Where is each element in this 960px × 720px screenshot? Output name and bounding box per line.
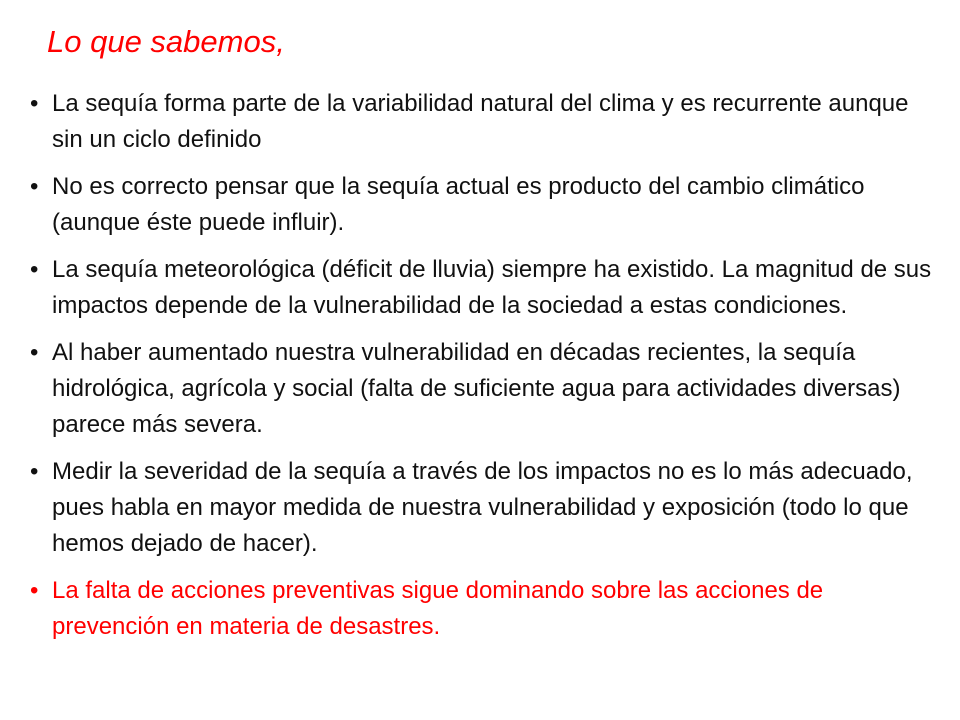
bullet-item [30,335,942,443]
bullet-marker: • [30,577,39,604]
bullet-item [30,169,942,241]
bullet-item [30,454,942,562]
slide-title: Lo que sabemos, [47,24,285,59]
bullet-text: La sequía meteorológica (déficit de lluvia) siempre ha existido. La magnitud de sus impactos depende de la vulnerabilidad de la sociedad a estas condiciones. [52,256,932,319]
bullet-marker: • [30,256,39,283]
bullet-text: La sequía forma parte de la variabilidad natural del clima y es recurrente aunque sin un ciclo definido [52,90,909,153]
bullet-marker: • [30,458,39,485]
bullet-item-emphasis [30,573,942,645]
bullet-item [30,86,942,158]
bullet-text: La falta de acciones preventivas sigue dominando sobre las acciones de prevención en materia de desastres. [52,577,824,640]
bullet-list [30,86,942,656]
bullet-text: Medir la severidad de la sequía a través de los impactos no es lo más adecuado, pues habla en mayor medida de nuestra vulnerabilidad y exposición (todo lo que hemos dejado de hacer). [52,458,913,557]
bullet-marker: • [30,339,39,366]
bullet-item [30,252,942,324]
bullet-text: No es correcto pensar que la sequía actual es producto del cambio climático (aunque éste puede influir). [52,173,865,236]
bullet-text: Al haber aumentado nuestra vulnerabilidad en décadas recientes, la sequía hidrológica, agrícola y social (falta de suficiente agua para actividades diversas) parece más severa. [52,339,901,438]
bullet-marker: • [30,173,39,200]
bullet-marker: • [30,90,39,117]
